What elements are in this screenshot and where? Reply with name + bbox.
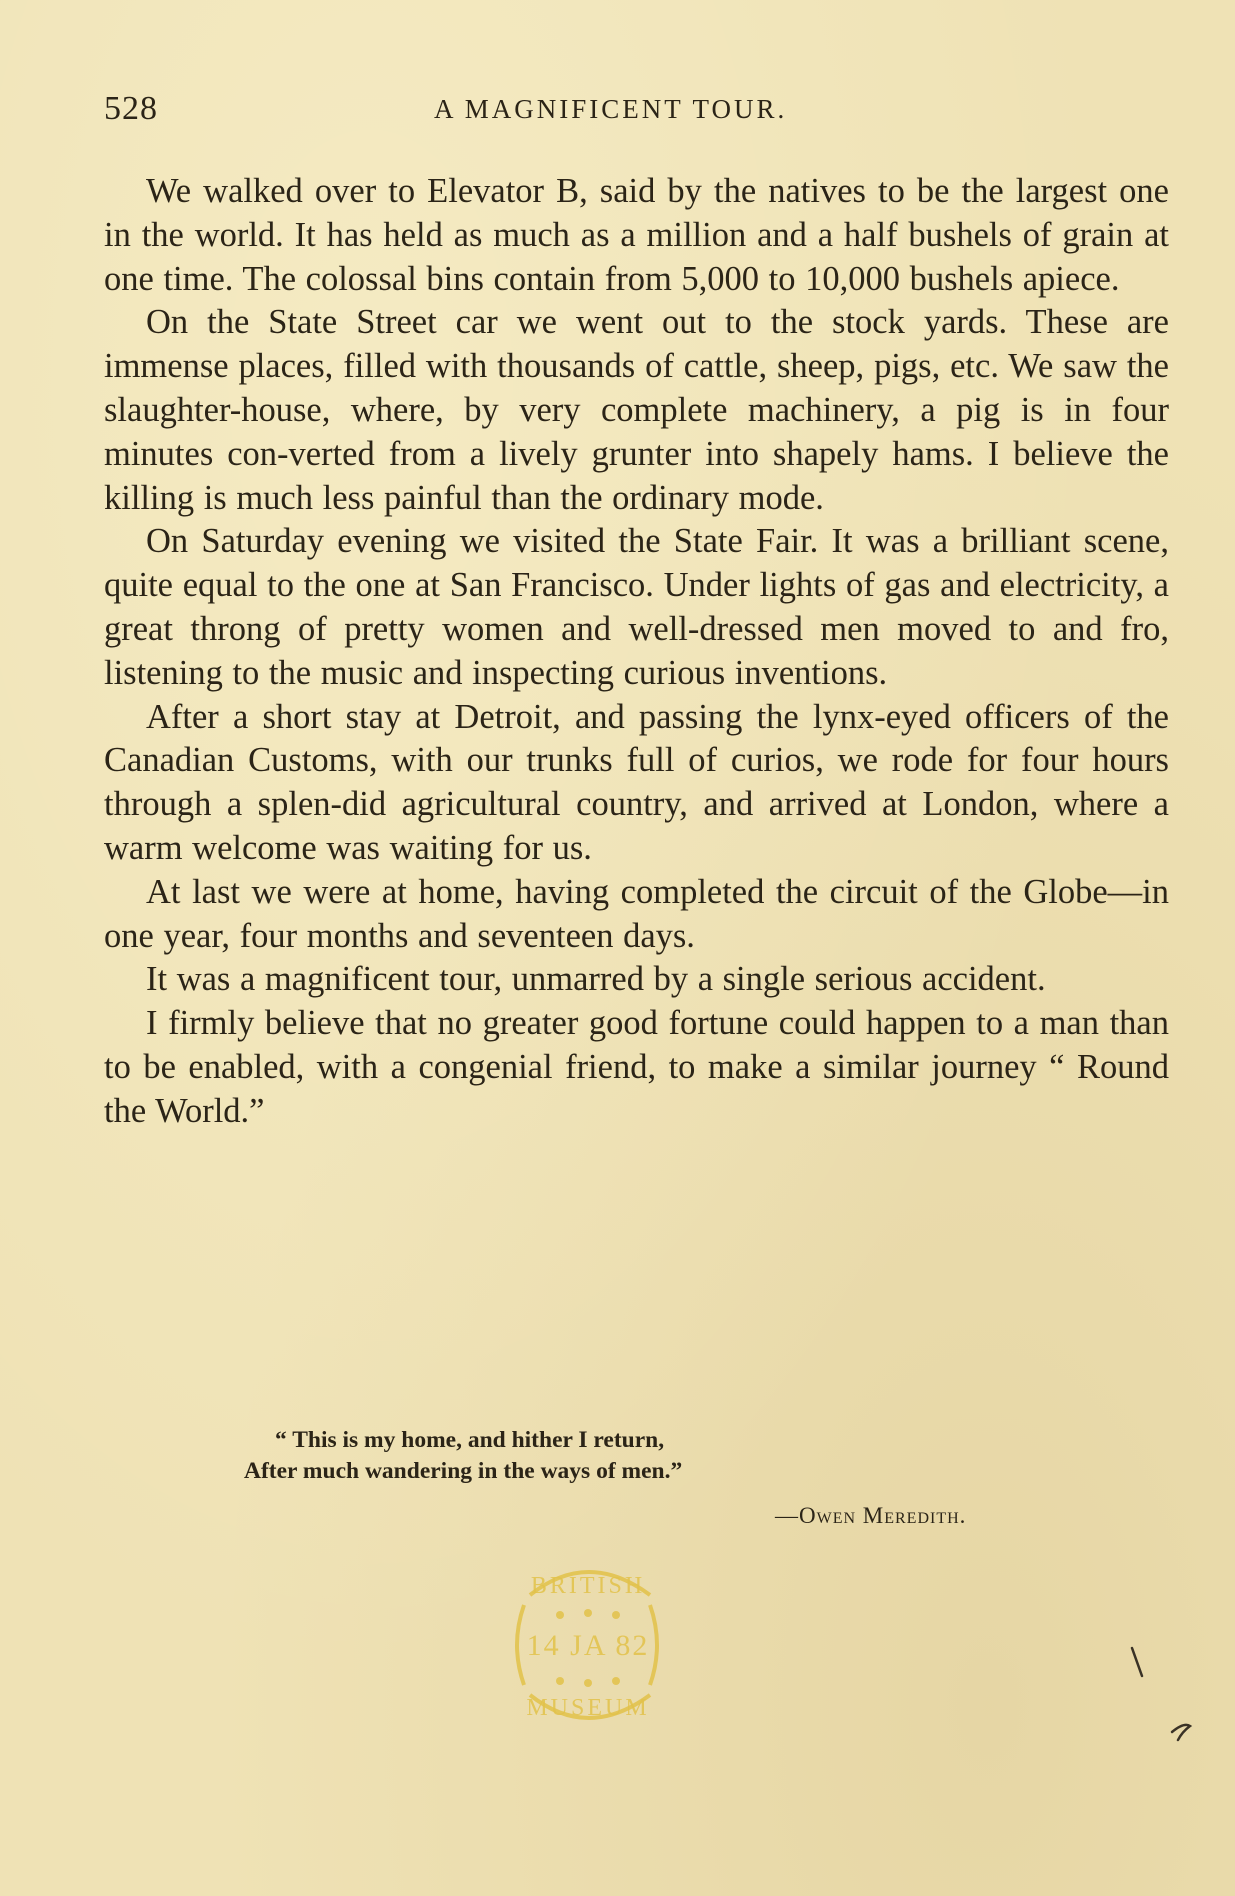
paragraph-stock-yards: On the State Street car we went out to the stock yards. These are immense places, filled with thousands of cattle, sheep, pigs, etc. We saw the slaughter-house, where, by very complete machinery, a pig is in four minutes con-verted from a lively grunter into shapely hams. I believe the killing is much less painful than the ordinary mode. bbox=[104, 303, 1169, 517]
epigraph-line-1: “ This is my home, and hither I return, bbox=[275, 1427, 665, 1453]
running-title: A MAGNIFICENT TOUR. bbox=[434, 94, 788, 124]
paragraph-magnificent-tour: It was a magnificent tour, unmarred by a single serious accident. bbox=[146, 960, 1046, 999]
pencil-marks bbox=[1120, 1640, 1210, 1750]
paragraph-detroit: After a short stay at Detroit, and passing the lynx-eyed officers of the Canadian Customs, with our trunks full of curios, we rode for four hours through a splen-did agricultural country, and arrived at London, where a warm welcome was waiting for us. bbox=[104, 697, 1169, 867]
epigraph bbox=[240, 1425, 1080, 1487]
paragraph-elevator: We walked over to Elevator B, said by the natives to be the largest one in the world. It has held as much as a million and a half bushels of grain at one time. The colossal bins contain from 5,000 to 10,000 bushels apiece. bbox=[104, 172, 1169, 298]
running-head bbox=[104, 84, 1169, 134]
epigraph-attribution: —Owen Meredith. bbox=[775, 1503, 967, 1528]
body-text bbox=[104, 170, 1169, 1134]
library-stamp bbox=[488, 1555, 688, 1735]
page-number: 528 bbox=[104, 90, 158, 127]
paragraph-state-fair: On Saturday evening we visited the State Fair. It was a brilliant scene, quite equal to the one at San Francisco. Under lights of gas and electricity, a great throng of pretty women and well-dressed men moved to and fro, listening to the music and inspecting curious inventions. bbox=[104, 522, 1169, 692]
stamp-text-bottom: MUSEUM bbox=[526, 1695, 650, 1721]
epigraph-line-2: After much wandering in the ways of men.” bbox=[244, 1458, 683, 1484]
paragraph-home: At last we were at home, having completed the circuit of the Globe—in one year, four months and seventeen days. bbox=[104, 872, 1169, 955]
paragraph-firmly-believe: I firmly believe that no greater good fortune could happen to a man than to be enabled, with a congenial friend, to make a similar journey “ Round the World.” bbox=[104, 1004, 1169, 1130]
stamp-text-top: BRITISH bbox=[530, 1573, 646, 1599]
stamp-text-date: 14 JA 82 bbox=[526, 1629, 650, 1662]
